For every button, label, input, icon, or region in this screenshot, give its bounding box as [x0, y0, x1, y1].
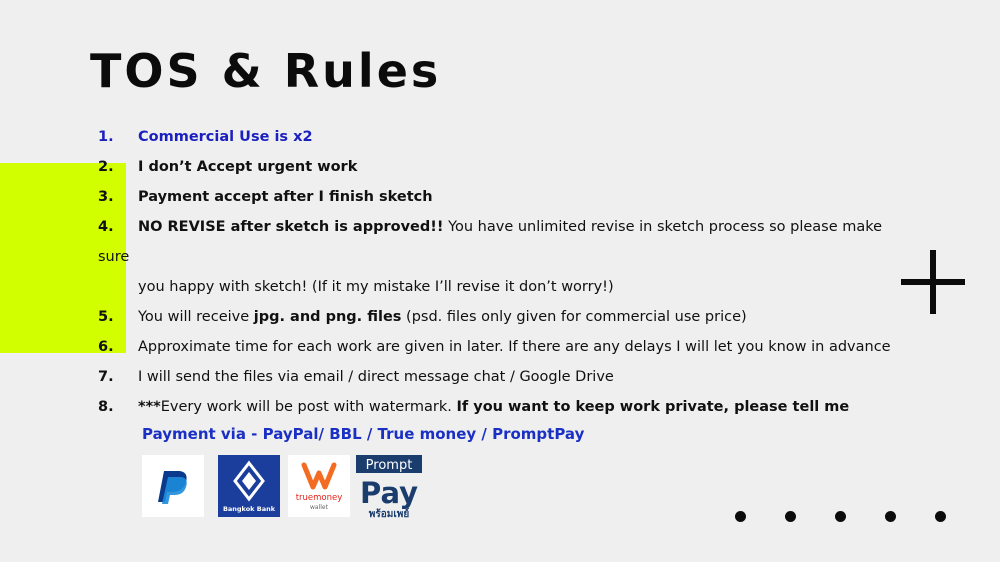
truemoney-logo-text: truemoney	[295, 493, 343, 503]
rule-text	[98, 219, 882, 265]
rule-item	[98, 302, 898, 332]
rule-text-bold: If you want to keep work private, please tell me	[456, 399, 850, 415]
rule-text-bold: NO REVISE after sketch is approved!!	[138, 219, 444, 235]
promptpay-thai-text: พร้อมเพย์	[368, 509, 410, 519]
truemoney-wallet-logo-icon	[288, 455, 350, 517]
rule-number: 6.	[98, 339, 114, 355]
dot-icon	[885, 511, 896, 522]
dot-icon	[835, 511, 846, 522]
rule-text-segment: Every work will be post with watermark.	[160, 399, 457, 415]
rule-text-bold: Commercial Use is x2	[138, 129, 313, 145]
rule-text	[138, 189, 433, 205]
rule-number: 3.	[98, 189, 114, 205]
rule-item	[98, 212, 898, 272]
dot-icon	[935, 511, 946, 522]
rule-number: 4.	[98, 219, 114, 235]
rule-text-segment: Approximate time for each work are given in later. If there are any delays I will let you know in advance	[138, 339, 891, 355]
dot-icon	[785, 511, 796, 522]
promptpay-logo-icon	[356, 455, 422, 517]
rule-text-segment: you happy with sketch! (If it my mistake I’ll revise it don’t worry!)	[138, 279, 614, 295]
promptpay-pay-text: Pay	[359, 476, 419, 510]
truemoney-wallet-text: wallet	[310, 504, 328, 511]
rule-item	[98, 272, 898, 302]
rule-text-bold: Payment accept after I finish sketch	[138, 189, 433, 205]
rule-item	[98, 332, 898, 362]
rule-text-bold: I don’t Accept urgent work	[138, 159, 358, 175]
rule-text-bold: ***	[138, 399, 161, 415]
rule-number: 7.	[98, 369, 114, 385]
rule-item	[98, 152, 898, 182]
rule-number: 1.	[98, 129, 114, 145]
payment-methods-label: Payment via - PayPal/ BBL / True money / PromptPay	[142, 425, 585, 443]
rule-number: 8.	[98, 399, 114, 415]
plus-icon	[901, 250, 965, 314]
rule-text	[138, 129, 313, 145]
rule-text	[138, 309, 747, 325]
rule-number: 2.	[98, 159, 114, 175]
page-title: TOS & Rules	[90, 44, 442, 98]
rule-text	[138, 159, 357, 175]
rule-text-bold: jpg. and png. files	[253, 309, 402, 325]
decorative-dots	[730, 508, 950, 524]
dot-icon	[735, 511, 746, 522]
rules-list	[98, 122, 898, 422]
rule-text	[138, 339, 891, 355]
rule-text	[138, 279, 614, 295]
rule-number: 5.	[98, 309, 114, 325]
rule-item	[98, 182, 898, 212]
paypal-logo-icon	[142, 455, 204, 517]
rule-text-segment: You have unlimited revise in sketch process so please make sure	[98, 219, 883, 265]
rule-text	[138, 369, 614, 385]
rule-text-segment: I will send the files via email / direct message chat / Google Drive	[138, 369, 614, 385]
rule-item	[98, 362, 898, 392]
promptpay-prompt-text: Prompt	[365, 458, 413, 473]
rule-text	[138, 399, 849, 415]
rule-item	[98, 392, 898, 422]
rule-text-segment: (psd. files only given for commercial use price)	[401, 309, 747, 325]
bbl-logo-caption: Bangkok Bank	[222, 505, 276, 513]
rule-text-segment: You will receive	[138, 309, 254, 325]
rule-item	[98, 122, 898, 152]
bangkok-bank-logo-icon	[218, 455, 280, 517]
